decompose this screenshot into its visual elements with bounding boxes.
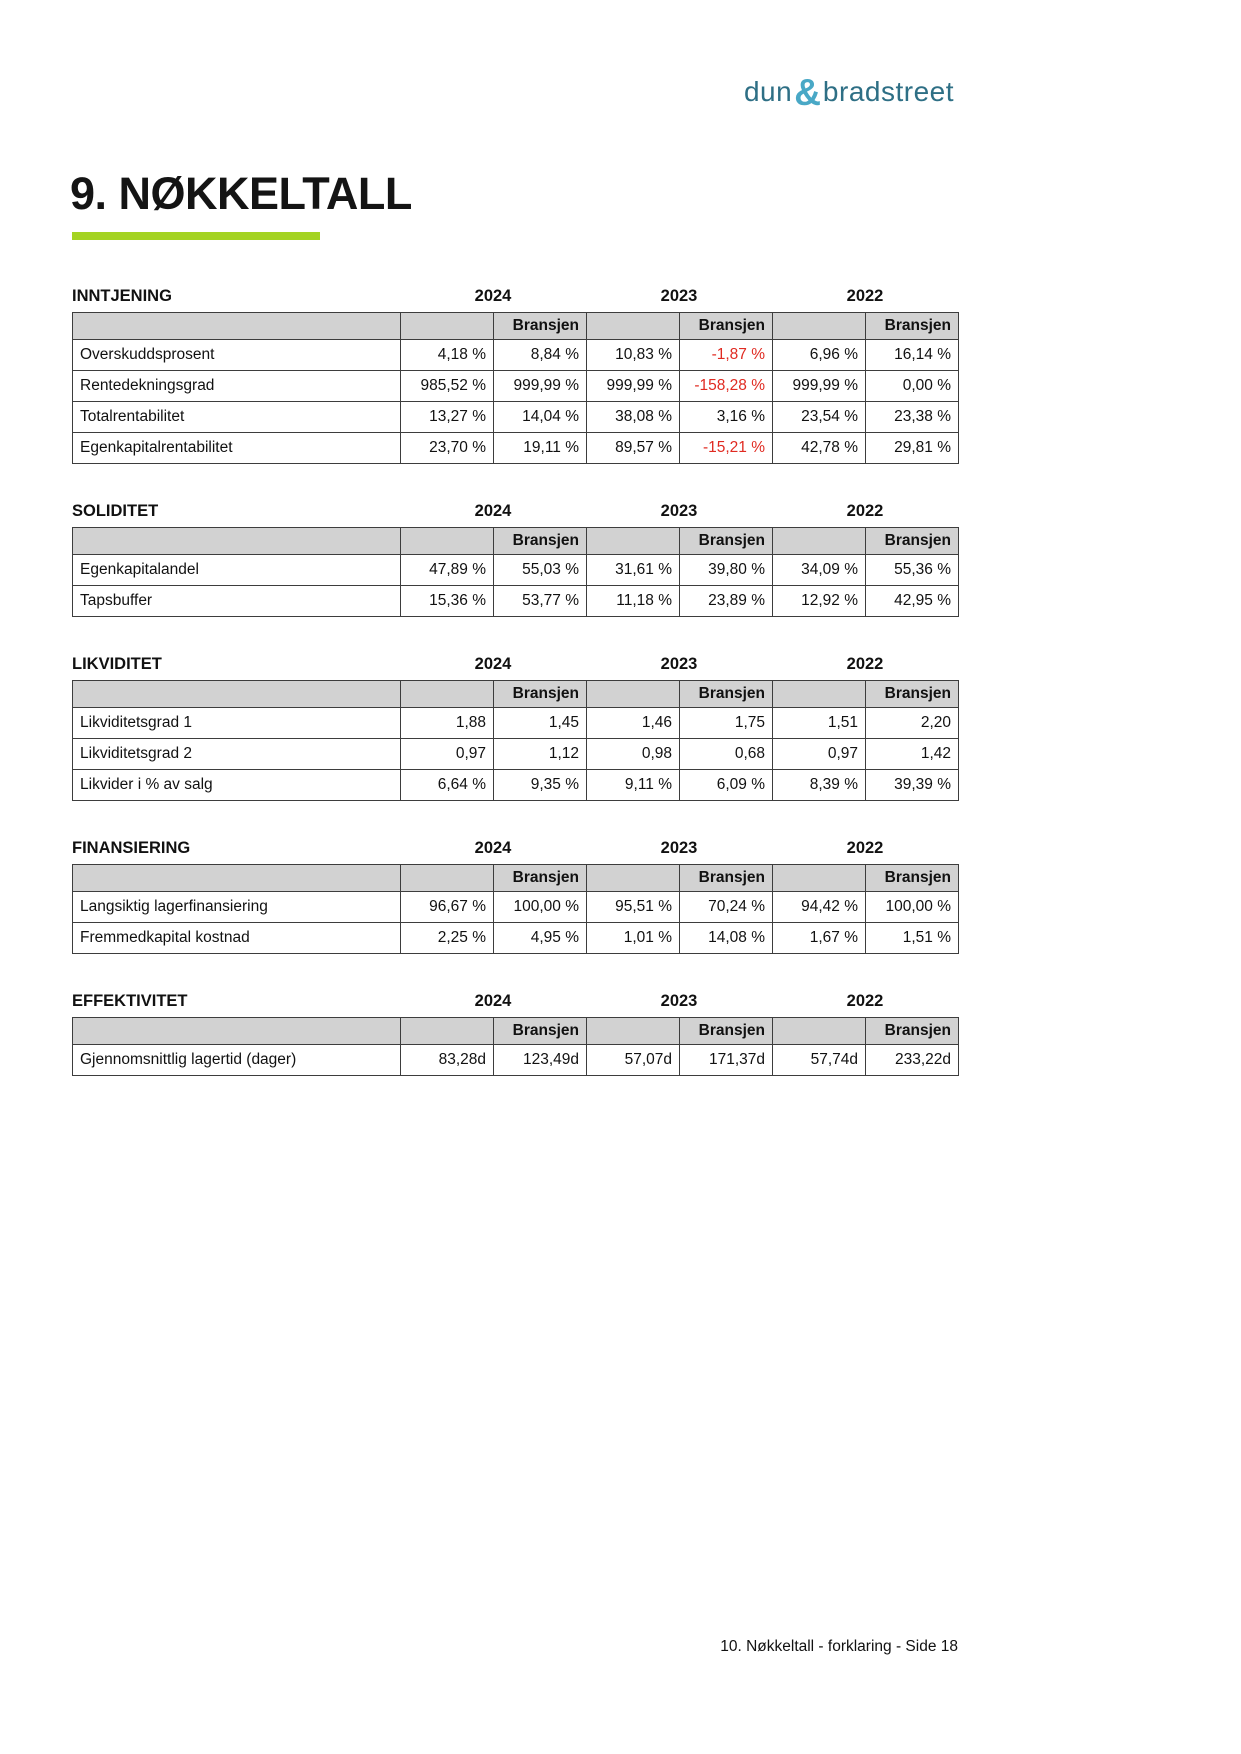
value-cell: 57,07d bbox=[587, 1045, 680, 1076]
bransjen-label-cell: Bransjen bbox=[680, 528, 773, 555]
value-cell: 55,03 % bbox=[494, 555, 587, 586]
value-cell: 0,00 % bbox=[866, 371, 959, 402]
table-section bbox=[72, 502, 958, 617]
value-cell: 39,80 % bbox=[680, 555, 773, 586]
year-label: 2024 bbox=[474, 992, 512, 1010]
value-cell: 29,81 % bbox=[866, 433, 959, 464]
header-spacer-cell bbox=[773, 1018, 866, 1045]
year-header-row bbox=[72, 992, 958, 1011]
value-cell: 23,89 % bbox=[680, 586, 773, 617]
bransjen-label-cell: Bransjen bbox=[866, 865, 959, 892]
value-cell: -158,28 % bbox=[680, 371, 773, 402]
year-label: 2022 bbox=[846, 502, 884, 520]
value-cell: 1,46 bbox=[587, 708, 680, 739]
value-cell: 23,54 % bbox=[773, 402, 866, 433]
table-row bbox=[73, 770, 959, 801]
value-cell: 999,99 % bbox=[773, 371, 866, 402]
row-label: Tapsbuffer bbox=[73, 586, 401, 617]
value-cell: 123,49d bbox=[494, 1045, 587, 1076]
value-cell: 42,78 % bbox=[773, 433, 866, 464]
value-cell: 6,96 % bbox=[773, 340, 866, 371]
value-cell: 96,67 % bbox=[401, 892, 494, 923]
value-cell: 1,51 bbox=[773, 708, 866, 739]
value-cell: 95,51 % bbox=[587, 892, 680, 923]
value-cell: 16,14 % bbox=[866, 340, 959, 371]
page-title: 9. NØKKELTALL bbox=[70, 168, 412, 219]
value-cell: 23,38 % bbox=[866, 402, 959, 433]
bransjen-label-cell: Bransjen bbox=[494, 865, 587, 892]
table-section bbox=[72, 287, 958, 464]
value-cell: 10,83 % bbox=[587, 340, 680, 371]
header-spacer-cell bbox=[587, 528, 680, 555]
value-cell: 0,97 bbox=[401, 739, 494, 770]
value-cell: 11,18 % bbox=[587, 586, 680, 617]
value-cell: 2,20 bbox=[866, 708, 959, 739]
value-cell: -1,87 % bbox=[680, 340, 773, 371]
bransjen-label-cell: Bransjen bbox=[494, 313, 587, 340]
row-label: Overskuddsprosent bbox=[73, 340, 401, 371]
row-label: Rentedekningsgrad bbox=[73, 371, 401, 402]
value-cell: -15,21 % bbox=[680, 433, 773, 464]
value-cell: 171,37d bbox=[680, 1045, 773, 1076]
header-spacer-cell bbox=[773, 528, 866, 555]
value-cell: 12,92 % bbox=[773, 586, 866, 617]
bransjen-header-row bbox=[73, 681, 959, 708]
bransjen-label-cell: Bransjen bbox=[494, 681, 587, 708]
logo-word-dun: dun bbox=[743, 76, 793, 107]
row-label: Egenkapitalandel bbox=[73, 555, 401, 586]
table-row bbox=[73, 371, 959, 402]
row-label: Egenkapitalrentabilitet bbox=[73, 433, 401, 464]
title-accent-bar bbox=[72, 232, 320, 240]
bransjen-label-cell: Bransjen bbox=[494, 528, 587, 555]
row-label: Totalrentabilitet bbox=[73, 402, 401, 433]
value-cell: 1,42 bbox=[866, 739, 959, 770]
value-cell: 89,57 % bbox=[587, 433, 680, 464]
header-spacer-cell bbox=[401, 313, 494, 340]
row-label: Gjennomsnittlig lagertid (dager) bbox=[73, 1045, 401, 1076]
value-cell: 53,77 % bbox=[494, 586, 587, 617]
data-table bbox=[72, 527, 959, 617]
tables-container bbox=[72, 287, 958, 1114]
header-spacer-cell bbox=[587, 313, 680, 340]
value-cell: 100,00 % bbox=[494, 892, 587, 923]
year-label: 2023 bbox=[660, 992, 698, 1010]
bransjen-label-cell: Bransjen bbox=[866, 681, 959, 708]
year-label: 2024 bbox=[474, 502, 512, 520]
value-cell: 4,18 % bbox=[401, 340, 494, 371]
value-cell: 14,04 % bbox=[494, 402, 587, 433]
header-spacer-cell bbox=[401, 865, 494, 892]
bransjen-label-cell: Bransjen bbox=[680, 681, 773, 708]
data-table bbox=[72, 312, 959, 464]
row-label: Likviditetsgrad 2 bbox=[73, 739, 401, 770]
value-cell: 8,84 % bbox=[494, 340, 587, 371]
value-cell: 42,95 % bbox=[866, 586, 959, 617]
row-label: Langsiktig lagerfinansiering bbox=[73, 892, 401, 923]
value-cell: 31,61 % bbox=[587, 555, 680, 586]
value-cell: 1,88 bbox=[401, 708, 494, 739]
value-cell: 38,08 % bbox=[587, 402, 680, 433]
value-cell: 6,64 % bbox=[401, 770, 494, 801]
section-title: LIKVIDITET bbox=[72, 655, 162, 673]
bransjen-header-row bbox=[73, 865, 959, 892]
bransjen-label-cell: Bransjen bbox=[866, 1018, 959, 1045]
bransjen-label-cell: Bransjen bbox=[680, 1018, 773, 1045]
data-table bbox=[72, 680, 959, 801]
header-spacer-cell bbox=[773, 313, 866, 340]
section-title: FINANSIERING bbox=[72, 839, 191, 857]
value-cell: 83,28d bbox=[401, 1045, 494, 1076]
value-cell: 1,45 bbox=[494, 708, 587, 739]
table-section bbox=[72, 839, 958, 954]
value-cell: 8,39 % bbox=[773, 770, 866, 801]
table-row bbox=[73, 892, 959, 923]
year-label: 2022 bbox=[846, 992, 884, 1010]
bransjen-label-cell: Bransjen bbox=[680, 865, 773, 892]
value-cell: 1,67 % bbox=[773, 923, 866, 954]
section-title: INNTJENING bbox=[72, 287, 172, 305]
table-row bbox=[73, 1045, 959, 1076]
value-cell: 15,36 % bbox=[401, 586, 494, 617]
table-row bbox=[73, 923, 959, 954]
section-title: EFFEKTIVITET bbox=[72, 992, 188, 1010]
value-cell: 19,11 % bbox=[494, 433, 587, 464]
row-label: Likvider i % av salg bbox=[73, 770, 401, 801]
value-cell: 0,68 bbox=[680, 739, 773, 770]
table-row bbox=[73, 586, 959, 617]
data-table bbox=[72, 1017, 959, 1076]
value-cell: 999,99 % bbox=[494, 371, 587, 402]
value-cell: 47,89 % bbox=[401, 555, 494, 586]
header-spacer-cell bbox=[73, 528, 401, 555]
header-spacer-cell bbox=[73, 313, 401, 340]
header-spacer-cell bbox=[401, 528, 494, 555]
dun-bradstreet-logo bbox=[743, 70, 954, 113]
year-label: 2023 bbox=[660, 655, 698, 673]
value-cell: 9,35 % bbox=[494, 770, 587, 801]
value-cell: 70,24 % bbox=[680, 892, 773, 923]
year-header-row bbox=[72, 655, 958, 674]
bransjen-label-cell: Bransjen bbox=[866, 313, 959, 340]
year-label: 2022 bbox=[846, 287, 884, 305]
value-cell: 999,99 % bbox=[587, 371, 680, 402]
value-cell: 9,11 % bbox=[587, 770, 680, 801]
table-row bbox=[73, 739, 959, 770]
value-cell: 57,74d bbox=[773, 1045, 866, 1076]
value-cell: 14,08 % bbox=[680, 923, 773, 954]
value-cell: 23,70 % bbox=[401, 433, 494, 464]
value-cell: 1,12 bbox=[494, 739, 587, 770]
header-spacer-cell bbox=[73, 865, 401, 892]
year-label: 2023 bbox=[660, 502, 698, 520]
bransjen-header-row bbox=[73, 313, 959, 340]
bransjen-label-cell: Bransjen bbox=[494, 1018, 587, 1045]
page-footer: 10. Nøkkeltall - forklaring - Side 18 bbox=[720, 1638, 958, 1655]
header-spacer-cell bbox=[587, 865, 680, 892]
table-row bbox=[73, 555, 959, 586]
table-row bbox=[73, 433, 959, 464]
section-title: SOLIDITET bbox=[72, 502, 159, 520]
header-spacer-cell bbox=[401, 681, 494, 708]
year-label: 2024 bbox=[474, 287, 512, 305]
value-cell: 0,98 bbox=[587, 739, 680, 770]
value-cell: 100,00 % bbox=[866, 892, 959, 923]
bransjen-label-cell: Bransjen bbox=[866, 528, 959, 555]
value-cell: 94,42 % bbox=[773, 892, 866, 923]
header-spacer-cell bbox=[773, 681, 866, 708]
year-label: 2023 bbox=[660, 287, 698, 305]
value-cell: 6,09 % bbox=[680, 770, 773, 801]
value-cell: 0,97 bbox=[773, 739, 866, 770]
header-spacer-cell bbox=[587, 1018, 680, 1045]
header-spacer-cell bbox=[73, 1018, 401, 1045]
year-header-row bbox=[72, 502, 958, 521]
value-cell: 13,27 % bbox=[401, 402, 494, 433]
value-cell: 34,09 % bbox=[773, 555, 866, 586]
value-cell: 39,39 % bbox=[866, 770, 959, 801]
header-spacer-cell bbox=[73, 681, 401, 708]
year-header-row bbox=[72, 839, 958, 858]
table-row bbox=[73, 340, 959, 371]
year-label: 2022 bbox=[846, 655, 884, 673]
header-spacer-cell bbox=[401, 1018, 494, 1045]
table-section bbox=[72, 655, 958, 801]
year-header-row bbox=[72, 287, 958, 306]
table-row bbox=[73, 708, 959, 739]
year-label: 2024 bbox=[474, 655, 512, 673]
value-cell: 985,52 % bbox=[401, 371, 494, 402]
bransjen-label-cell: Bransjen bbox=[680, 313, 773, 340]
row-label: Fremmedkapital kostnad bbox=[73, 923, 401, 954]
logo-word-bradstreet: bradstreet bbox=[822, 76, 954, 107]
value-cell: 233,22d bbox=[866, 1045, 959, 1076]
table-section bbox=[72, 992, 958, 1076]
year-label: 2022 bbox=[846, 839, 884, 857]
value-cell: 3,16 % bbox=[680, 402, 773, 433]
table-row bbox=[73, 402, 959, 433]
bransjen-header-row bbox=[73, 528, 959, 555]
data-table bbox=[72, 864, 959, 954]
value-cell: 1,01 % bbox=[587, 923, 680, 954]
value-cell: 2,25 % bbox=[401, 923, 494, 954]
value-cell: 1,75 bbox=[680, 708, 773, 739]
year-label: 2024 bbox=[474, 839, 512, 857]
value-cell: 4,95 % bbox=[494, 923, 587, 954]
year-label: 2023 bbox=[660, 839, 698, 857]
value-cell: 1,51 % bbox=[866, 923, 959, 954]
header-spacer-cell bbox=[587, 681, 680, 708]
bransjen-header-row bbox=[73, 1018, 959, 1045]
logo-ampersand-icon: & bbox=[794, 72, 821, 113]
value-cell: 55,36 % bbox=[866, 555, 959, 586]
row-label: Likviditetsgrad 1 bbox=[73, 708, 401, 739]
header-spacer-cell bbox=[773, 865, 866, 892]
